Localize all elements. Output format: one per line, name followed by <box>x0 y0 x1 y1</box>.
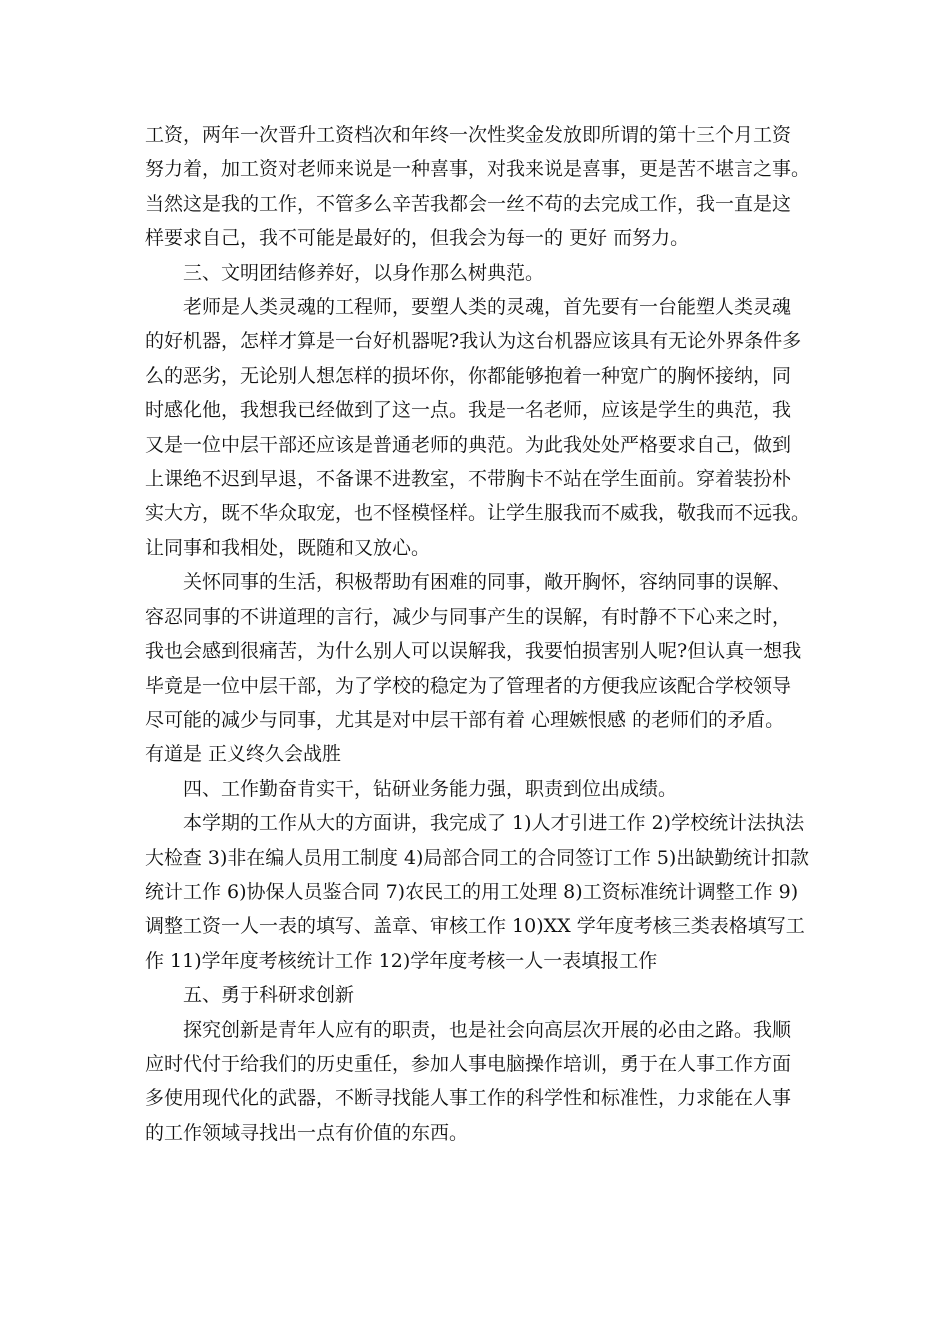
paragraph-teacher-role <box>145 290 810 565</box>
text-line: 的工作领域寻找出一点有价值的东西。 <box>145 1121 469 1144</box>
text-line: 让同事和我相处，既随和又放心。 <box>145 536 431 559</box>
text-line: 有道是 正义终久会战胜 <box>145 743 342 766</box>
text-line: 老师是人类灵魂的工程师，要塑人类的灵魂，首先要有一台能塑人类灵魂 <box>183 296 792 319</box>
text-line: 探究创新是青年人应有的职责，也是社会向高层次开展的必由之路。我顺 <box>183 1018 792 1041</box>
text-line: 毕竟是一位中层干部，为了学校的稳定为了管理者的方便我应该配合学校领导 <box>145 674 792 697</box>
text-line: 应时代付于给我们的历史重任，参加人事电脑操作培训，勇于在人事工作方面 <box>145 1052 792 1075</box>
paragraph-colleagues <box>145 565 810 771</box>
text-line: 多使用现代化的武器，不断寻找能人事工作的科学性和标准性，力求能在人事 <box>145 1087 792 1110</box>
section-heading-4 <box>145 772 810 806</box>
text-line: 努力着，加工资对老师来说是一种喜事，对我来说是喜事，更是苦不堪言之事。 <box>145 158 811 181</box>
text-line: 作 11)学年度考核统计工作 12)学年度考核一人一表填报工作 <box>145 949 658 972</box>
text-line: 实大方，既不华众取宠，也不怪模怪样。让学生服我而不威我，敬我而不远我。 <box>145 502 811 525</box>
text-line: 大检查 3)非在编人员用工制度 4)局部合同工的合同签订工作 5)出缺勤统计扣款 <box>145 846 809 869</box>
text-line: 又是一位中层干部还应该是普通老师的典范。为此我处处严格要求自己，做到 <box>145 433 792 456</box>
text-line: 样要求自己，我不可能是最好的，但我会为每一的 更好 而努力。 <box>145 227 690 250</box>
text-line: 容忍同事的不讲道理的言行，减少与同事产生的误解，有时静不下心来之时， <box>145 605 792 628</box>
text-line: 我也会感到很痛苦，为什么别人可以误解我，我要怕损害别人呢?但认真一想我 <box>145 640 802 663</box>
section-heading-3 <box>145 256 810 290</box>
text-line: 尽可能的减少与同事，尤其是对中层干部有着 心理嫉恨感 的老师们的矛盾。 <box>145 708 785 731</box>
text-line: 时感化他，我想我已经做到了这一点。我是一名老师，应该是学生的典范，我 <box>145 399 792 422</box>
text-line: 调整工资一人一表的填写、盖章、审核工作 10)XX 学年度考核三类表格填写工 <box>145 915 805 938</box>
text-line: 本学期的工作从大的方面讲，我完成了 1)人才引进工作 2)学校统计法执法 <box>183 812 805 835</box>
paragraph-innovation <box>145 1013 810 1151</box>
paragraph-salary-continuation <box>145 118 810 256</box>
document-page <box>145 118 810 1150</box>
text-line: 五、勇于科研求创新 <box>183 984 355 1007</box>
text-line: 统计工作 6)协保人员鉴合同 7)农民工的用工处理 8)工资标准统计调整工作 9) <box>145 880 799 903</box>
section-heading-5 <box>145 978 810 1012</box>
text-line: 关怀同事的生活，积极帮助有困难的同事，敞开胸怀，容纳同事的误解、 <box>183 571 792 594</box>
text-line: 的好机器，怎样才算是一台好机器呢?我认为这台机器应该具有无论外界条件多 <box>145 330 802 353</box>
text-line: 三、文明团结修养好，以身作那么树典范。 <box>183 261 545 284</box>
text-line: 上课绝不迟到早退，不备课不进教室，不带胸卡不站在学生面前。穿着装扮朴 <box>145 468 792 491</box>
text-line: 四、工作勤奋肯实干，钻研业务能力强，职责到位出成绩。 <box>183 777 678 800</box>
paragraph-work-list <box>145 806 810 978</box>
text-line: 工资，两年一次晋升工资档次和年终一次性奖金发放即所谓的第十三个月工资 <box>145 124 792 146</box>
text-line: 当然这是我的工作，不管多么辛苦我都会一丝不苟的去完成工作，我一直是这 <box>145 192 792 215</box>
text-line: 么的恶劣，无论别人想怎样的损坏你，你都能够抱着一种宽广的胸怀接纳，同 <box>145 364 792 387</box>
